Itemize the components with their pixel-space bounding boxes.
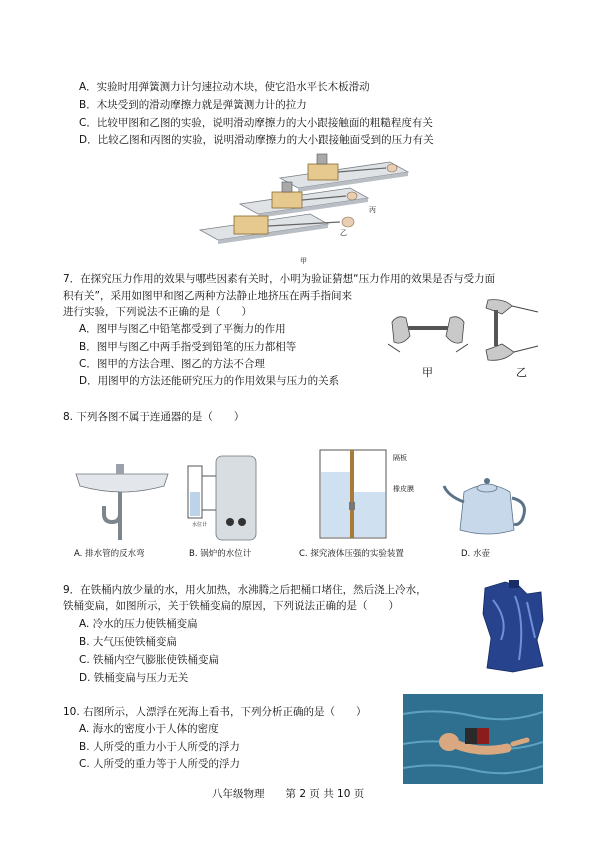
boiler-gauge-figure (186, 452, 266, 544)
q7-stem-line-1: 7．在探究压力作用的效果与哪些因素有关时，小明为验证猜想“压力作用的效果是否与受力面 (63, 273, 496, 285)
q7-stem-line-3: 进行实验，下列说法不正确的是（ ） (63, 306, 252, 318)
q10-option-c: C. 人所受的重力等于人所受的浮力 (79, 758, 241, 770)
q10-option-b: B. 人所受的重力小于人所受的浮力 (79, 741, 240, 753)
pencil-label-jia: 甲 (422, 366, 433, 379)
dead-sea-float-photo (403, 694, 543, 784)
friction-label-jia: 甲 (300, 257, 307, 265)
q6-option-b: B．木块受到的滑动摩擦力就是弹簧测力计的拉力 (79, 99, 307, 111)
gauge-small-label: 水位计 (192, 522, 208, 528)
pencil-vertical-figure (478, 298, 542, 362)
friction-label-yi: 乙 (340, 229, 347, 237)
q6-option-c: C．比较甲图和乙图的实验，说明滑动摩擦力的大小跟接触面的粗糙程度有关 (79, 117, 433, 129)
teapot-figure (442, 468, 532, 540)
partition-label: 隔板 (393, 454, 407, 462)
friction-experiment-figure (190, 150, 430, 268)
q9-stem-line-1: 9．在铁桶内放少量的水，用火加热，水沸腾之后把桶口堵住，然后浇上冷水， (63, 584, 427, 596)
pencil-label-yi: 乙 (516, 366, 527, 379)
q7-option-a: A．图甲与图乙中铅笔都受到了平衡力的作用 (79, 323, 286, 335)
q8-caption-a: A. 排水管的反水弯 (74, 549, 145, 559)
q9-option-a: A. 冷水的压力使铁桶变扁 (79, 618, 198, 630)
q7-stem-line-2: 积有关”，采用如图甲和图乙两种方法静止地挤压在两手指间来 (63, 290, 352, 302)
page-footer: 八年级物理 第 2 页 共 10 页 (212, 788, 365, 800)
q9-option-c: C. 铁桶内空气膨胀使铁桶变扁 (79, 654, 220, 666)
q7-option-c: C．图甲的方法合理、图乙的方法不合理 (79, 358, 265, 370)
q6-option-a: A．实验时用弹簧测力计匀速拉动木块，使它沿水平长木板滑动 (79, 81, 370, 93)
q7-option-d: D．用图甲的方法还能研究压力的作用效果与压力的关系 (79, 375, 340, 387)
friction-label-bing: 丙 (369, 206, 376, 214)
crushed-can-figure (479, 580, 547, 674)
pencil-horizontal-figure (388, 308, 468, 358)
q7-option-b: B．图甲与图乙中两手指受到铅笔的压力都相等 (79, 341, 297, 353)
q8-stem: 8. 下列各图不属于连通器的是（ ） (63, 411, 245, 423)
q8-caption-b: B. 锅炉的水位计 (189, 549, 252, 559)
q9-stem-line-2: 铁桶变扁，如图所示，关于铁桶变扁的原因，下列说法正确的是（ ） (63, 600, 399, 612)
q9-option-b: B. 大气压使铁桶变扁 (79, 636, 177, 648)
q8-caption-c: C. 探究液体压强的实验装置 (299, 549, 404, 559)
membrane-label: 橡皮膜 (393, 485, 414, 493)
liquid-pressure-apparatus-figure (316, 446, 390, 542)
q9-option-d: D. 铁桶变扁与压力无关 (79, 672, 189, 684)
q10-stem: 10. 右图所示，人漂浮在死海上看书，下列分析正确的是（ ） (63, 706, 367, 718)
sink-trap-figure (72, 456, 172, 541)
q8-caption-d: D. 水壶 (461, 549, 490, 559)
q6-option-d: D．比较乙图和丙图的实验，说明滑动摩擦力的大小跟接触面受到的压力有关 (79, 134, 434, 146)
q10-option-a: A. 海水的密度小于人体的密度 (79, 723, 219, 735)
